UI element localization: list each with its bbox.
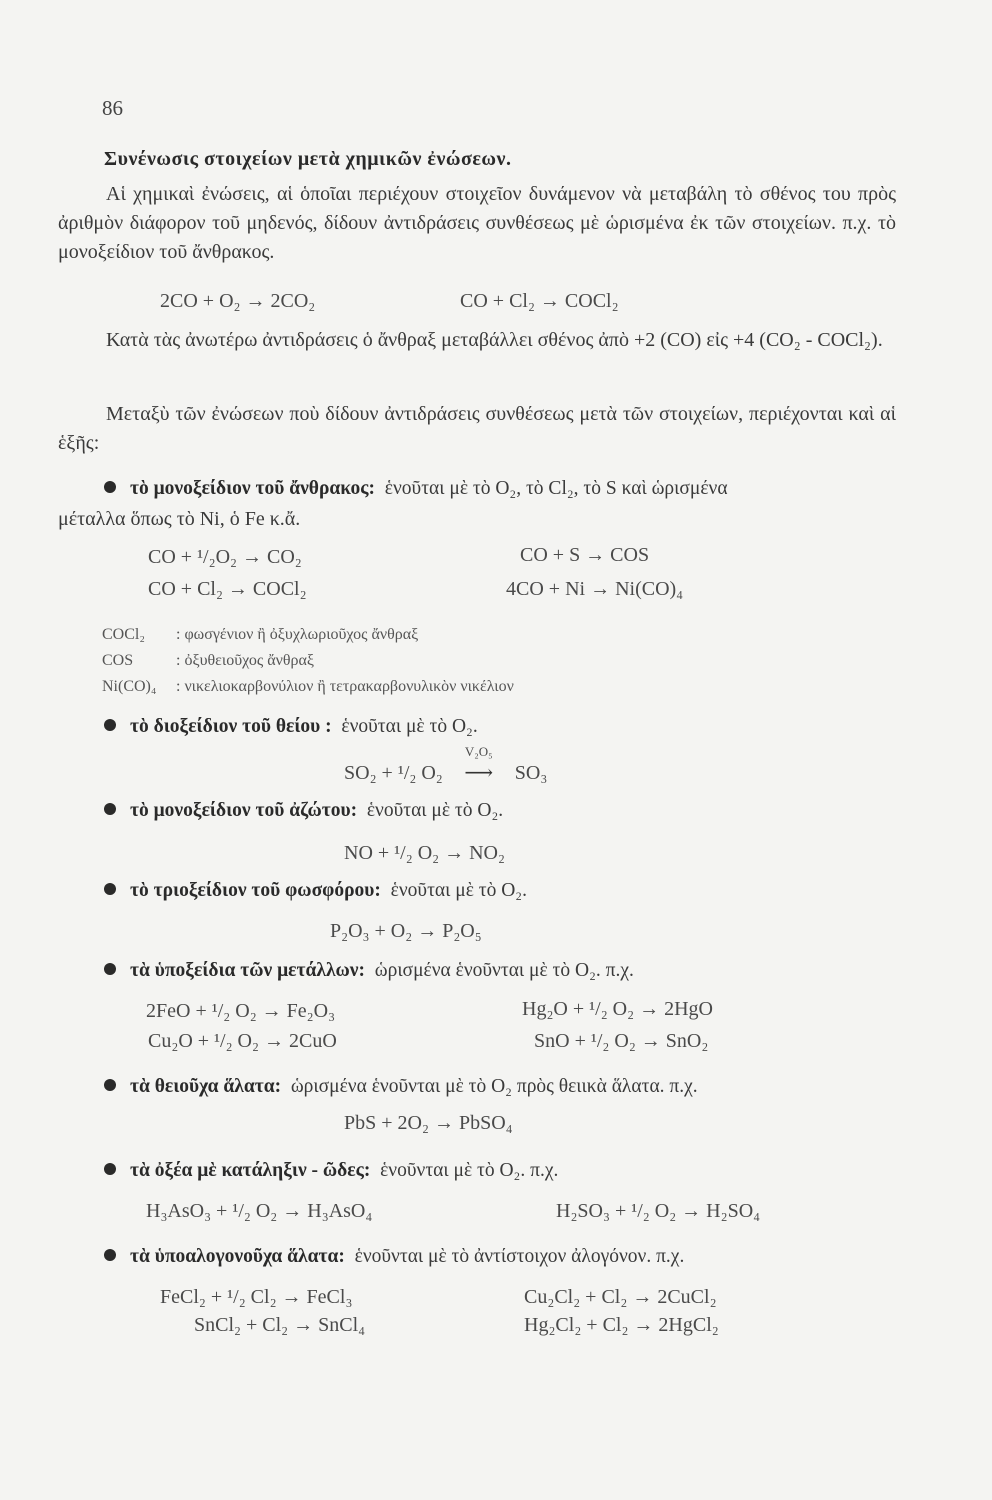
bullet-heading: τὸ τριοξείδιον τοῦ φωσφόρου: bbox=[130, 880, 381, 901]
equation-so2-left: SO₂ + ¹/₂ O₂ bbox=[344, 762, 443, 784]
bullet-hypohalide-salts bbox=[104, 1246, 684, 1268]
equation-co-o2: CO + ¹/₂O₂ → CO₂ bbox=[148, 546, 302, 568]
equation-fecl2: FeCl₂ + ¹/₂ Cl₂ → FeCl₃ bbox=[160, 1286, 353, 1308]
bullet-nitrogen-monoxide bbox=[104, 800, 503, 822]
note-description: : νικελιοκαρβονύλιον ἢ τετρακαρβονυλικὸν νικέλιον bbox=[176, 678, 514, 695]
bullet-sulfide-salts bbox=[104, 1076, 698, 1098]
equation-intro-1: 2CO + O₂ → 2CO₂ bbox=[160, 290, 316, 312]
bullet-text: ἑνοῦται μὲ τὸ O₂, τὸ Cl₂, τὸ S καὶ ὡρισμένα bbox=[384, 478, 728, 499]
bullet-dot-icon bbox=[104, 481, 116, 493]
equation-co-s: CO + S → COS bbox=[520, 544, 650, 566]
bullet-dot-icon bbox=[104, 1079, 116, 1091]
bullet-text: ἑνοῦται μὲ τὸ O₂. bbox=[341, 716, 478, 737]
catalyst-label: V₂O₅ bbox=[464, 744, 493, 759]
equation-feo: 2FeO + ¹/₂ O₂ → Fe₂O₃ bbox=[146, 1000, 336, 1022]
equation-sncl2: SnCl₂ + Cl₂ → SnCl₄ bbox=[194, 1314, 366, 1336]
bullet-text: ἑνοῦται μὲ τὸ O₂. bbox=[390, 880, 527, 901]
bullet-heading: τὰ ὑποξείδια τῶν μετάλλων: bbox=[130, 960, 365, 981]
catalyst-arrow bbox=[448, 744, 510, 785]
equation-h3aso3: H₃AsO₃ + ¹/₂ O₂ → H₃AsO₄ bbox=[146, 1200, 373, 1222]
bullet-carbon-monoxide bbox=[104, 478, 728, 500]
bullet-continuation: μέταλλα ὅπως τὸ Ni, ὁ Fe κ.ἄ. bbox=[58, 508, 301, 530]
bullet-text: ὡρισμένα ἑνοῦνται μὲ τὸ O₂ πρὸς θειικὰ ἅλατα. π.χ. bbox=[290, 1076, 698, 1097]
bullet-text: ἑνοῦται μὲ τὸ O₂. bbox=[366, 800, 504, 821]
valence-paragraph bbox=[58, 326, 896, 355]
note-row bbox=[102, 626, 418, 644]
bullet-text: ὡρισμένα ἑνοῦνται μὲ τὸ O₂. π.χ. bbox=[374, 960, 634, 981]
bullet-heading: τὸ μονοξείδιον τοῦ ἀζώτου: bbox=[130, 800, 358, 821]
equation-hg2o: Hg₂O + ¹/₂ O₂ → 2HgO bbox=[522, 998, 713, 1020]
equation-intro-2: CO + Cl₂ → COCl₂ bbox=[460, 290, 619, 312]
valence-text: Κατὰ τὰς ἀνωτέρω ἀντιδράσεις ὁ ἄνθραξ μεταβάλλει σθένος ἀπὸ +2 (CO) εἰς +4 (CO₂ - COCl₂). bbox=[106, 329, 883, 351]
equation-hg2cl2: Hg₂Cl₂ + Cl₂ → 2HgCl₂ bbox=[524, 1314, 719, 1336]
intro-paragraph bbox=[58, 180, 896, 267]
bullet-dot-icon bbox=[104, 1163, 116, 1175]
bullet-ous-acids bbox=[104, 1160, 558, 1182]
note-row bbox=[102, 652, 314, 670]
bullet-dot-icon bbox=[104, 883, 116, 895]
bullet-heading: τὰ ὑποαλογονοῦχα ἅλατα: bbox=[130, 1246, 345, 1267]
equation-p2o3: P₂O₃ + O₂ → P₂O₅ bbox=[330, 920, 482, 942]
note-formula: Ni(CO)₄ bbox=[102, 678, 157, 695]
bullet-text: ἑνοῦνται μὲ τὸ ἀντίστοιχον ἀλογόνον. π.χ. bbox=[354, 1246, 685, 1267]
page-number: 86 bbox=[102, 96, 123, 120]
note-row bbox=[102, 678, 514, 696]
bullet-text: ἑνοῦνται μὲ τὸ O₂. π.χ. bbox=[380, 1160, 559, 1181]
bullet-phosphorus-trioxide bbox=[104, 880, 527, 902]
equation-co-cl2: CO + Cl₂ → COCl₂ bbox=[148, 578, 307, 600]
bullet-dot-icon bbox=[104, 719, 116, 731]
section-title: Συνένωσις στοιχείων μετὰ χημικῶν ἐνώσεων. bbox=[104, 148, 512, 170]
equation-sno: SnO + ¹/₂ O₂ → SnO₂ bbox=[534, 1030, 709, 1052]
bullet-dot-icon bbox=[104, 1249, 116, 1261]
bullet-sulfur-dioxide bbox=[104, 716, 478, 738]
equation-pbs: PbS + 2O₂ → PbSO₄ bbox=[344, 1112, 513, 1134]
note-description: : ὀξυθειοῦχος ἄνθραξ bbox=[176, 652, 314, 669]
bullet-dot-icon bbox=[104, 803, 116, 815]
equation-so2-right: SO₃ bbox=[514, 762, 548, 784]
bullet-heading: τὸ διοξείδιον τοῦ θείου : bbox=[130, 716, 332, 737]
note-formula: COCl₂ bbox=[102, 626, 145, 643]
bullet-dot-icon bbox=[104, 963, 116, 975]
bullet-heading: τὸ μονοξείδιον τοῦ ἄνθρακος: bbox=[130, 478, 376, 499]
equation-cu2cl2: Cu₂Cl₂ + Cl₂ → 2CuCl₂ bbox=[524, 1286, 717, 1308]
among-paragraph bbox=[58, 400, 896, 458]
bullet-metal-suboxides bbox=[104, 960, 634, 982]
equation-co-ni: 4CO + Ni → Ni(CO)₄ bbox=[506, 578, 684, 600]
equation-h2so3: H₂SO₃ + ¹/₂ O₂ → H₂SO₄ bbox=[556, 1200, 761, 1222]
note-description: : φωσγένιον ἢ ὀξυχλωριοῦχος ἄνθραξ bbox=[176, 626, 419, 643]
among-text: Μεταξὺ τῶν ἐνώσεων ποὺ δίδουν ἀντιδράσεις συνθέσεως μετὰ τῶν στοιχείων, περιέχονται καὶ αἱ ἑξῆς: bbox=[58, 403, 896, 454]
arrow-icon: ⟶ bbox=[464, 762, 494, 784]
bullet-heading: τὰ ὀξέα μὲ κατάληξιν - ῶδες: bbox=[130, 1160, 371, 1181]
equation-no: NO + ¹/₂ O₂ → NO₂ bbox=[344, 842, 505, 864]
intro-text: Αἱ χημικαὶ ἐνώσεις, αἱ ὁποῖαι περιέχουν στοιχεῖον δυνάμενον νὰ μεταβάλη τὸ σθένος του πρὸς ἀριθμὸν διάφορον τοῦ μηδενός, δίδουν ἀντιδράσεις συνθέσεως μὲ ὡρισμένα ἐκ τῶν στοιχείων. π.χ. τὸ μονοξείδιον τοῦ ἄνθρακος. bbox=[58, 183, 896, 263]
equation-cu2o: Cu₂O + ¹/₂ O₂ → 2CuO bbox=[148, 1030, 337, 1052]
equation-so2 bbox=[344, 744, 548, 785]
note-formula: COS bbox=[102, 652, 134, 669]
bullet-heading: τὰ θειοῦχα ἅλατα: bbox=[130, 1076, 282, 1097]
